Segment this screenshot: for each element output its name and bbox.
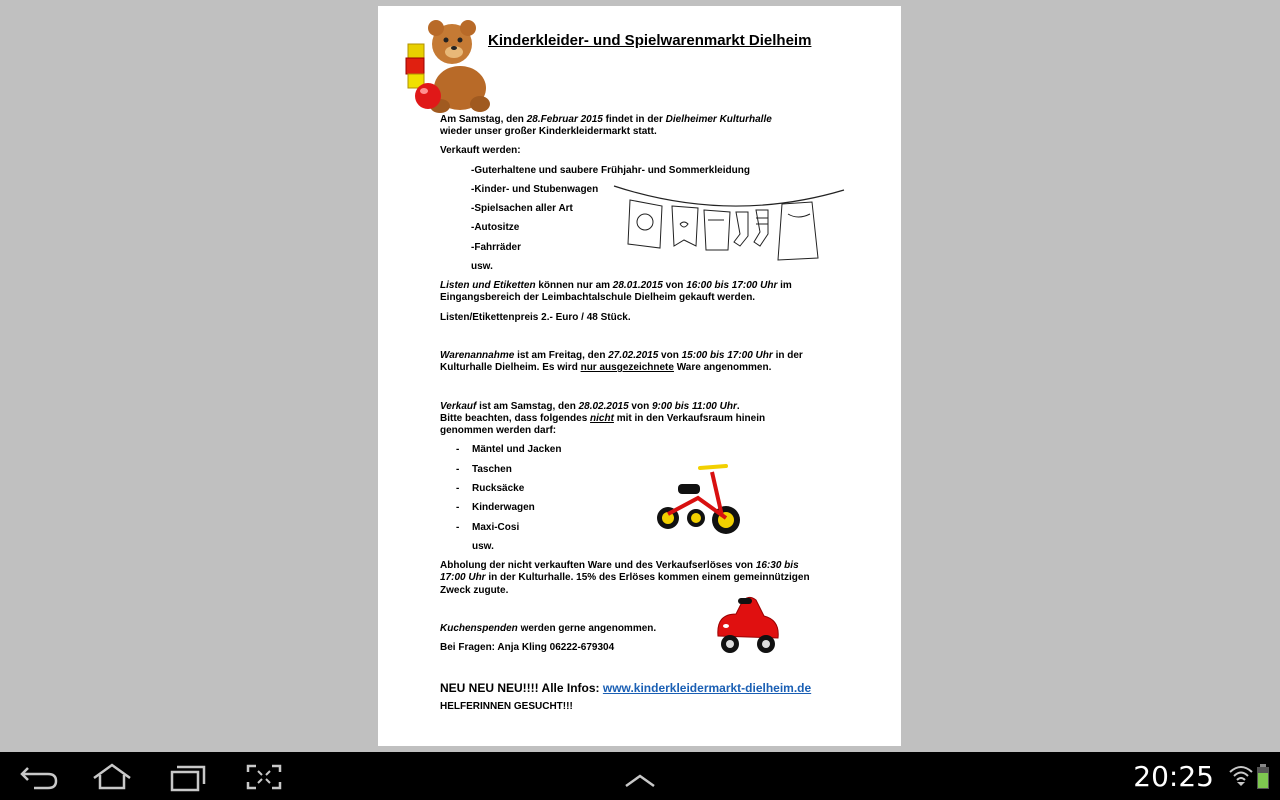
- wifi-icon: [1228, 764, 1254, 788]
- banned-item: Taschen: [472, 464, 512, 475]
- back-button[interactable]: [10, 758, 70, 794]
- teddy-bear-illustration: [400, 20, 496, 116]
- pickup-line-2: 17:00 Uhr in der Kulturhalle. 15% des Erlöses kommen einem gemeinnützigen: [440, 572, 810, 583]
- sold-item: usw.: [471, 261, 493, 272]
- sold-item: -Kinder- und Stubenwagen: [471, 184, 599, 195]
- home-icon: [82, 758, 142, 794]
- lists-line-2: Eingangsbereich der Leimbachtalschule Dielheim gekauft werden.: [440, 292, 756, 303]
- website-link[interactable]: www.kinderkleidermarkt-dielheim.de: [602, 681, 812, 695]
- sold-item: -Spielsachen aller Art: [471, 203, 573, 214]
- home-button[interactable]: [82, 758, 142, 794]
- recent-apps-button[interactable]: [158, 758, 218, 794]
- list-dash: -: [456, 444, 460, 455]
- sale-line-2: Bitte beachten, dass folgendes nicht mit in den Verkaufsraum hinein: [440, 413, 766, 424]
- menu-up-icon: [610, 758, 670, 794]
- sold-item: -Guterhaltene und saubere Frühjahr- und Sommerkleidung: [471, 165, 750, 176]
- banned-item: Mäntel und Jacken: [472, 444, 562, 455]
- screenshot-button[interactable]: [234, 758, 294, 794]
- banned-item: Rucksäcke: [472, 483, 525, 494]
- intro-line-1: Am Samstag, den 28.Februar 2015 findet in der Dielheimer Kulturhalle: [440, 114, 772, 125]
- acceptance-line-1: Warenannahme ist am Freitag, den 27.02.2015 von 15:00 bis 17:00 Uhr in der: [440, 350, 803, 361]
- menu-up-button[interactable]: [610, 758, 670, 794]
- lists-price: Listen/Etikettenpreis 2.- Euro / 48 Stück.: [440, 312, 631, 323]
- news-line: NEU NEU NEU!!!! Alle Infos: www.kinderkleidermarkt-dielheim.de: [440, 681, 812, 695]
- back-icon: [10, 758, 70, 794]
- document-title: Kinderkleider- und Spielwarenmarkt Dielheim: [488, 32, 812, 49]
- tricycle-illustration: [654, 462, 746, 542]
- banned-etc: usw.: [472, 541, 494, 552]
- intro-line-2: wieder unser großer Kinderkleidermarkt statt.: [440, 126, 657, 137]
- sold-item: -Autositze: [471, 222, 520, 233]
- banned-item: Maxi-Cosi: [472, 522, 520, 533]
- lists-line-1: Listen und Etiketten können nur am 28.01.2015 von 16:00 bis 17:00 Uhr im: [440, 280, 792, 291]
- list-dash: -: [456, 464, 460, 475]
- battery-icon: [1256, 764, 1270, 790]
- acceptance-line-2: Kulturhalle Dielheim. Es wird nur ausgezeichnete Ware angenommen.: [440, 362, 772, 373]
- contact-line: Bei Fragen: Anja Kling 06222-679304: [440, 642, 615, 653]
- document-page: [378, 6, 901, 746]
- banned-item: Kinderwagen: [472, 502, 535, 513]
- helpers-line: HELFERINNEN GESUCHT!!!: [440, 701, 573, 712]
- status-clock: 20:25: [1133, 760, 1214, 793]
- sold-item: -Fahrräder: [471, 242, 522, 253]
- bobby-car-illustration: [712, 592, 784, 662]
- list-dash: -: [456, 483, 460, 494]
- recent-apps-icon: [158, 758, 218, 794]
- list-dash: -: [456, 522, 460, 533]
- system-nav-bar: [0, 752, 1280, 800]
- sale-line-1: Verkauf ist am Samstag, den 28.02.2015 von 9:00 bis 11:00 Uhr.: [440, 401, 740, 412]
- list-dash: -: [456, 502, 460, 513]
- screenshot-icon: [234, 758, 294, 794]
- sold-heading: Verkauft werden:: [440, 145, 521, 156]
- cake-line: Kuchenspenden werden gerne angenommen.: [440, 623, 657, 634]
- sale-line-3: genommen werden darf:: [440, 425, 557, 436]
- clothesline-illustration: [612, 184, 848, 266]
- pickup-line-3: Zweck zugute.: [440, 585, 509, 596]
- pickup-line-1: Abholung der nicht verkauften Ware und des Verkaufserlöses von 16:30 bis: [440, 560, 799, 571]
